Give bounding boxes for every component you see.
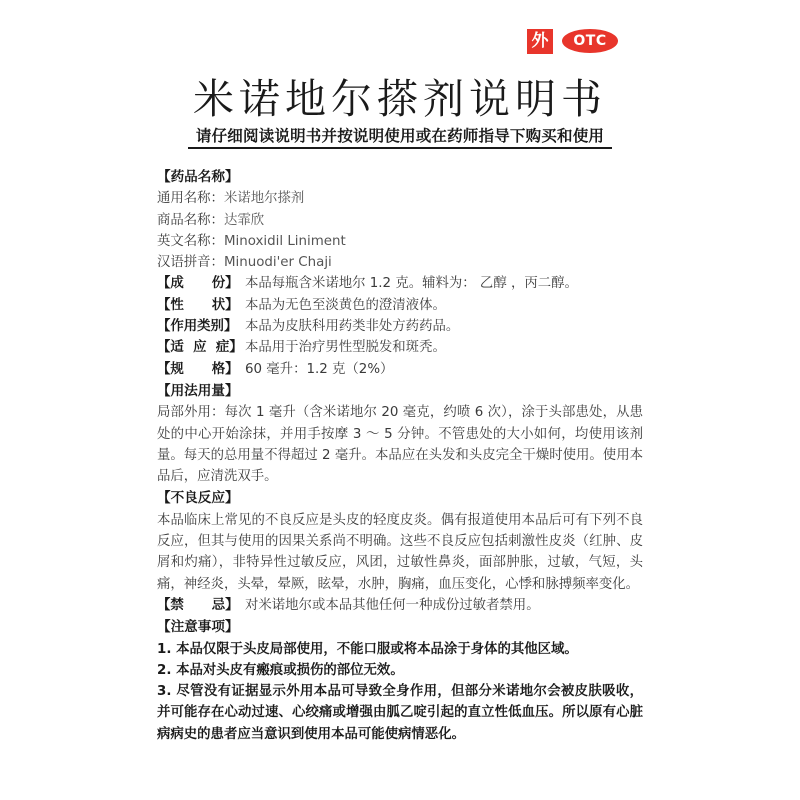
- drug-name-row-pinyin: [157, 252, 643, 273]
- row-drug-category: [157, 316, 643, 337]
- row-value: 本品每瓶含米诺地尔 1.2 克。辅料为： 乙醇 ，丙二醇。: [245, 276, 578, 292]
- row-appearance: [157, 295, 643, 316]
- row-contraindications: [157, 595, 643, 616]
- row-ingredients: [157, 273, 643, 294]
- row-value: 60 毫升：1.2 克（2%）: [245, 361, 394, 377]
- badge-row: [0, 27, 800, 55]
- row-value: Minoxidil Liniment: [223, 233, 346, 249]
- row-label: 英文名称：: [157, 233, 224, 249]
- external-use-badge: 外: [527, 29, 553, 54]
- row-value: 达霏欣: [223, 212, 265, 228]
- row-label: 【性 状】: [157, 297, 239, 313]
- page-title: 米诺地尔搽剂说明书: [193, 75, 607, 123]
- row-value: 对米诺地尔或本品其他任何一种成份过敏者禁用。: [245, 597, 540, 613]
- row-label: 【禁 忌】: [157, 597, 239, 613]
- title-divider: [188, 147, 612, 149]
- row-value: 本品用于治疗男性型脱发和斑秃。: [245, 340, 446, 356]
- row-label: 【规 格】: [157, 361, 239, 377]
- row-label: 【适 应 症】: [157, 340, 243, 356]
- row-label: 【作用类别】: [157, 319, 238, 335]
- section-heading-drug-name: 【药品名称】: [157, 169, 239, 185]
- row-label: 商品名称：: [157, 212, 224, 228]
- row-value: Minuodi'er Chaji: [223, 255, 332, 271]
- page-subtitle: 请仔细阅读说明书并按说明使用或在药师指导下购买和使用: [195, 127, 605, 145]
- insert-body: [157, 166, 643, 745]
- adverse-reactions-text: 本品临床上常见的不良反应是头皮的轻度皮炎。偶有报道使用本品后可有下列不良反应，但其与使用的因果关系尚不明确。这些不良反应包括刺激性皮炎（红肿、皮屑和灼痛），非特异性过敏反应，风团，过敏性鼻炎，面部肿胀，过敏，气短，头痛，神经炎，头晕，晕厥，眩晕，水肿，胸痛，血压变化，心悸和脉搏频率变化。: [157, 512, 643, 592]
- section-heading-adverse-reactions: 【不良反应】: [157, 490, 239, 507]
- drug-name-row-generic: [157, 188, 643, 209]
- row-value: 米诺地尔搽剂: [223, 191, 305, 207]
- precaution-item-1: 1. 本品仅限于头皮局部使用，不能口服或将本品涂于身体的其他区域。: [157, 641, 578, 657]
- otc-badge: OTC: [562, 29, 618, 53]
- section-heading-precautions: 【注意事项】: [157, 619, 239, 636]
- drug-name-row-english: [157, 231, 643, 252]
- dosage-text: 局部外用：每次 1 毫升（含米诺地尔 20 毫克，约喷 6 次），涂于头部患处，从患处的中心开始涂抹，并用手按摩 3 ～ 5 分钟。不管患处的大小如何，均使用该剂量。每天的总用量不得超过 2 毫升。本品应在头发和头皮完全干燥时使用。使用本品后，应清洗双手。: [157, 405, 643, 485]
- precaution-item-3: 3. 尽管没有证据显示外用本品可导致全身作用，但部分米诺地尔会被皮肤吸收，并可能存在心动过速、心绞痛或增强由胍乙啶引起的直立性低血压。所以原有心脏病病史的患者应当意识到使用本品可能使病情恶化。: [157, 684, 643, 742]
- row-label: 【成 份】: [157, 276, 239, 292]
- row-specification: [157, 359, 643, 380]
- row-value: 本品为皮肤科用药类非处方药药品。: [245, 319, 460, 335]
- row-indications: [157, 337, 643, 358]
- row-value: 本品为无色至淡黄色的澄清液体。: [245, 297, 446, 313]
- drug-name-row-brand: [157, 210, 643, 231]
- row-label: 通用名称：: [157, 191, 224, 207]
- precaution-item-2: 2. 本品对头皮有瘢痕或损伤的部位无效。: [157, 662, 404, 678]
- section-heading-dosage: 【用法用量】: [157, 382, 239, 399]
- row-label: 汉语拼音：: [157, 255, 224, 271]
